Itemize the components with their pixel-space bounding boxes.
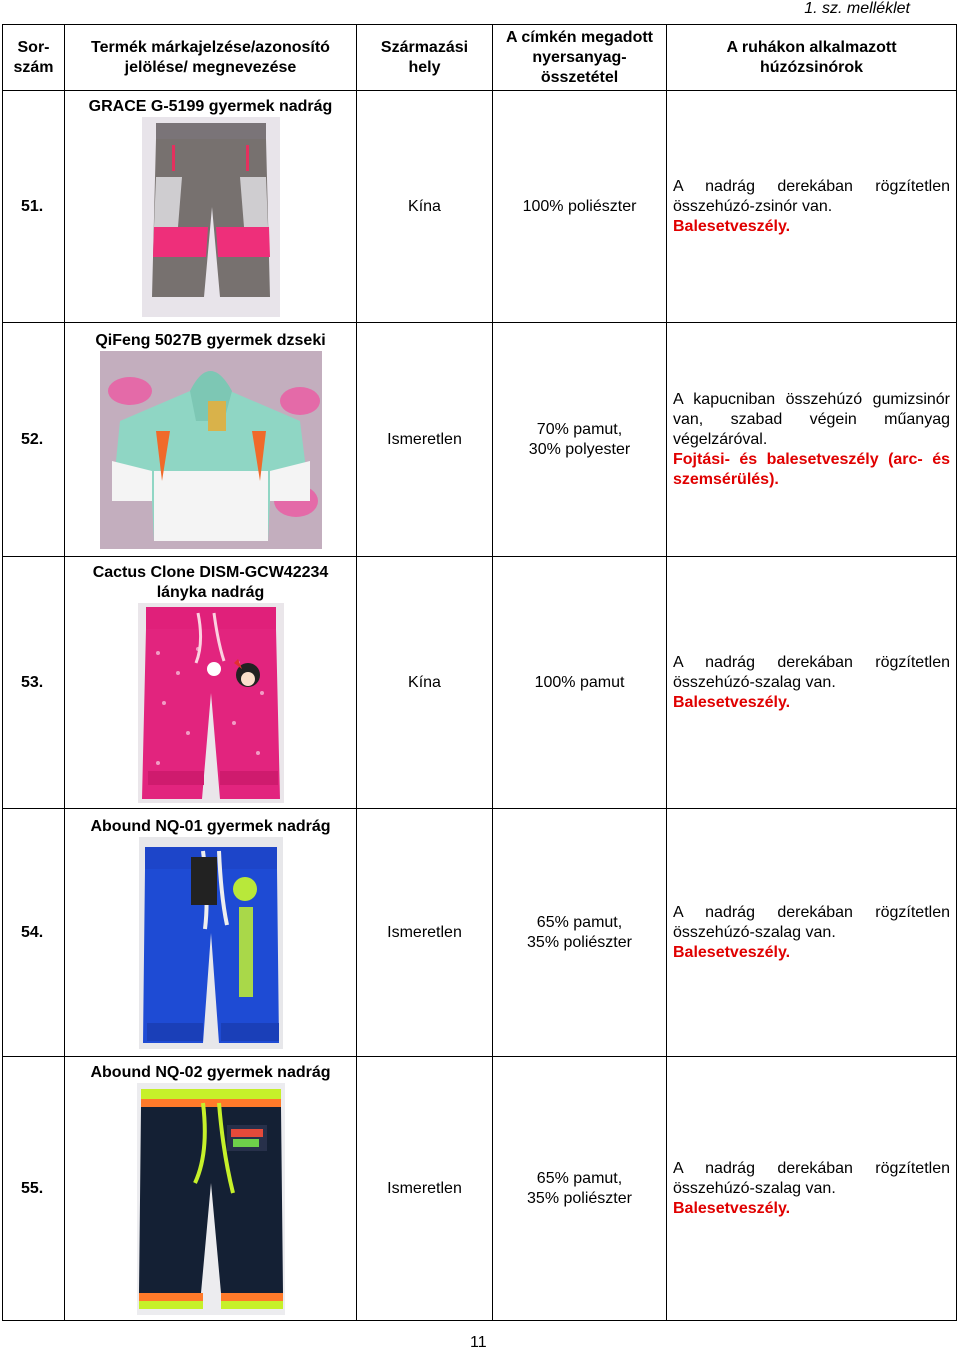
row-number: 51. [3,91,65,323]
product-photo-blue-pants [139,837,283,1049]
product-photo-green-jacket [100,351,322,549]
header-material: A címkén megadott nyersanyag- összetétel [493,25,667,91]
material-cell: 65% pamut, 35% poliészter [493,809,667,1057]
cord-description: A nadrág derekában rögzítetlen összehúzó-zsinór van. Balesetveszély. [667,91,957,323]
row-number: 54. [3,809,65,1057]
warning-text: Balesetveszély. [673,217,791,235]
product-name: Abound NQ-01 gyermek nadrág [90,817,331,835]
row-number: 55. [3,1057,65,1321]
cord-description: A kapucniban összehúzó gumizsinór van, szabad végein műanyag végelzáróval. Fojtási- és balesetveszély (arc- és szemsérülés). [667,323,957,557]
header-cords: A ruhákon alkalmazott húzózsinórok [667,25,957,91]
header-num: Sor- szám [3,25,65,91]
cord-description: A nadrág derekában rögzítetlen összehúzó-szalag van. Balesetveszély. [667,557,957,809]
material-cell: 70% pamut, 30% polyester [493,323,667,557]
table-row [3,809,957,1057]
warning-text: Fojtási- és balesetveszély (arc- és szemsérülés). [673,450,950,488]
product-cell [65,91,357,323]
origin-cell: Ismeretlen [357,323,493,557]
table-row [3,323,957,557]
product-cell [65,1057,357,1321]
row-number: 52. [3,323,65,557]
product-name: QiFeng 5027B gyermek dzseki [95,331,326,349]
header-product: Termék márkajelzése/azonosító jelölése/ megnevezése [65,25,357,91]
row-number: 53. [3,557,65,809]
product-table [2,24,957,1321]
table-row [3,557,957,809]
table-row [3,91,957,323]
header-origin: Származási hely [357,25,493,91]
warning-text: Balesetveszély. [673,1199,791,1217]
origin-cell: Kína [357,557,493,809]
product-name: Abound NQ-02 gyermek nadrág [90,1063,331,1081]
product-name: GRACE G-5199 gyermek nadrág [88,97,333,115]
table-header-row [3,25,957,91]
material-cell: 100% pamut [493,557,667,809]
warning-text: Balesetveszély. [673,943,791,961]
table-row [3,1057,957,1321]
product-name: Cactus Clone DISM-GCW42234 lányka nadrág [92,563,329,601]
origin-cell: Kína [357,91,493,323]
product-cell [65,809,357,1057]
cord-description: A nadrág derekában rögzítetlen összehúzó-szalag van. Balesetveszély. [667,809,957,1057]
product-cell [65,557,357,809]
origin-cell: Ismeretlen [357,809,493,1057]
product-photo-grey-pink-pants [142,117,280,317]
warning-text: Balesetveszély. [673,693,791,711]
cord-description: A nadrág derekában rögzítetlen összehúzó-szalag van. Balesetveszély. [667,1057,957,1321]
material-cell: 100% poliészter [493,91,667,323]
product-photo-navy-pants [137,1083,285,1315]
product-cell [65,323,357,557]
page-number: 11 [470,1334,487,1351]
product-photo-pink-dotted-pants [138,603,284,803]
origin-cell: Ismeretlen [357,1057,493,1321]
annex-label: 1. sz. melléklet [804,0,910,17]
material-cell: 65% pamut, 35% poliészter [493,1057,667,1321]
